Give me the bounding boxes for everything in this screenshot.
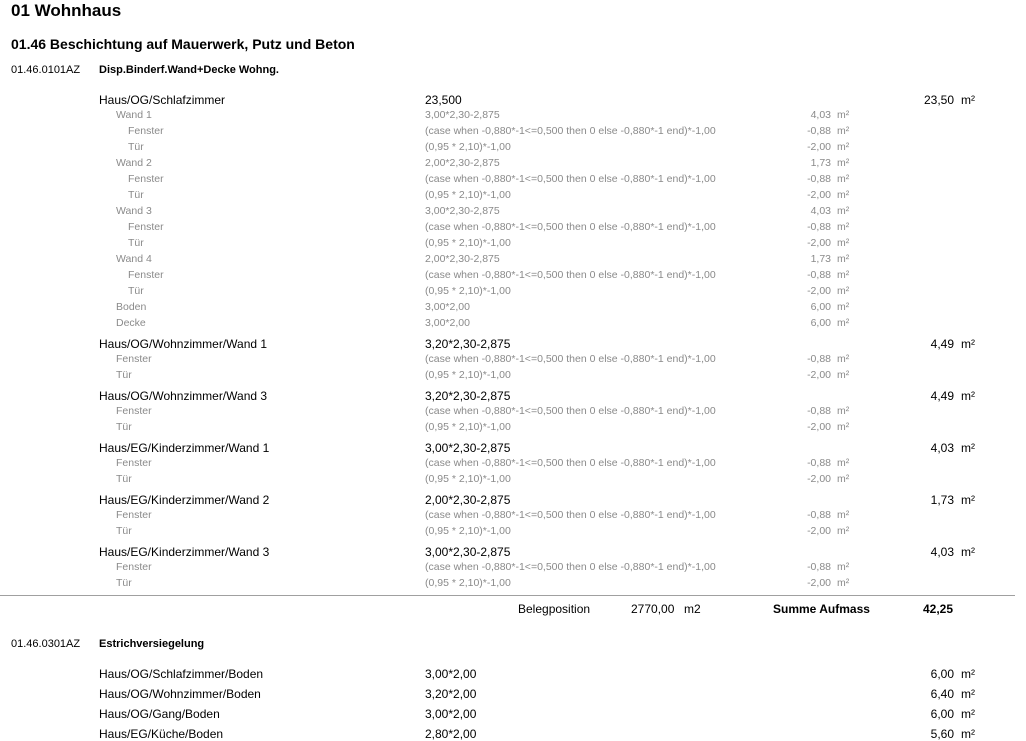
row-label: Tür <box>128 237 144 249</box>
row-result-unit: m² <box>837 141 850 153</box>
row-total: 6,00 <box>930 667 954 681</box>
summary-divider <box>0 595 1015 596</box>
measurement-subrow <box>0 523 1026 539</box>
row-result: -0,88 <box>807 221 831 233</box>
row-formula: (0,95 * 2,10)*-1,00 <box>425 237 511 249</box>
row-result-unit: m² <box>837 125 850 137</box>
row-result-unit: m² <box>837 353 850 365</box>
measurement-subrow <box>0 123 1026 139</box>
measurement-subrow <box>0 559 1026 575</box>
row-result: -0,88 <box>807 457 831 469</box>
beleg-value: 2770,00 <box>631 602 675 616</box>
measurement-subrow <box>0 315 1026 331</box>
row-label: Tür <box>116 577 132 589</box>
beleg-label: Belegposition <box>518 602 591 616</box>
measurement-subrow <box>0 267 1026 283</box>
row-total-unit: m² <box>961 687 975 701</box>
measurement-subrow <box>0 471 1026 487</box>
row-label: Tür <box>128 285 144 297</box>
row-total: 4,49 <box>930 389 954 403</box>
measurement-row <box>0 335 1026 351</box>
row-formula: (case when -0,880*-1<=0,500 then 0 else -0,880*-1 end)*-1,00 <box>425 509 716 521</box>
row-result-unit: m² <box>837 473 850 485</box>
row-result-unit: m² <box>837 285 850 297</box>
row-formula: (case when -0,880*-1<=0,500 then 0 else -0,880*-1 end)*-1,00 <box>425 561 716 573</box>
row-result: -2,00 <box>807 525 831 537</box>
row-label: Haus/OG/Schlafzimmer <box>99 93 226 107</box>
measurement-subrow <box>0 403 1026 419</box>
measurement-subrow <box>0 235 1026 251</box>
row-label: Wand 1 <box>116 109 152 121</box>
row-label: Wand 2 <box>116 157 152 169</box>
beleg-unit: m2 <box>684 602 701 616</box>
measurement-row <box>0 491 1026 507</box>
row-formula: (case when -0,880*-1<=0,500 then 0 else -0,880*-1 end)*-1,00 <box>425 125 716 137</box>
row-label: Fenster <box>128 173 164 185</box>
row-result: -0,88 <box>807 509 831 521</box>
measurement-subrow <box>0 351 1026 367</box>
row-total: 23,50 <box>923 93 954 107</box>
measurement-row <box>0 685 1026 701</box>
row-label: Fenster <box>128 269 164 281</box>
row-label: Fenster <box>116 457 152 469</box>
row-total-unit: m² <box>961 337 975 351</box>
row-result: -0,88 <box>807 405 831 417</box>
row-result-unit: m² <box>837 509 850 521</box>
row-formula: (0,95 * 2,10)*-1,00 <box>425 525 511 537</box>
row-formula: 3,00*2,00 <box>425 667 477 681</box>
row-result-unit: m² <box>837 269 850 281</box>
row-result: -0,88 <box>807 125 831 137</box>
row-result-unit: m² <box>837 317 850 329</box>
measurement-subrow <box>0 107 1026 123</box>
measurement-row <box>0 705 1026 721</box>
row-label: Tür <box>116 525 132 537</box>
position-number: 01.46.0301AZ <box>11 638 81 650</box>
row-label: Fenster <box>116 509 152 521</box>
row-total: 1,73 <box>930 493 954 507</box>
measurement-subrow <box>0 299 1026 315</box>
row-formula: 2,00*2,30-2,875 <box>425 493 511 507</box>
row-result-unit: m² <box>837 157 850 169</box>
row-result: -2,00 <box>807 421 831 433</box>
row-formula: (0,95 * 2,10)*-1,00 <box>425 473 511 485</box>
row-formula: (0,95 * 2,10)*-1,00 <box>425 189 511 201</box>
measurement-subrow <box>0 203 1026 219</box>
row-result: -2,00 <box>807 237 831 249</box>
measurement-subrow <box>0 455 1026 471</box>
position-title: Estrichversiegelung <box>99 638 205 650</box>
row-total-unit: m² <box>961 667 975 681</box>
row-result: 6,00 <box>810 317 831 329</box>
row-label: Decke <box>116 317 146 329</box>
measurement-row <box>0 439 1026 455</box>
section-subtitle: 01.46 Beschichtung auf Mauerwerk, Putz und Beton <box>11 36 355 52</box>
position-number: 01.46.0101AZ <box>11 64 81 76</box>
row-formula: 3,00*2,30-2,875 <box>425 109 500 121</box>
row-formula: 3,20*2,30-2,875 <box>425 389 511 403</box>
row-formula: (case when -0,880*-1<=0,500 then 0 else -0,880*-1 end)*-1,00 <box>425 457 716 469</box>
row-label: Haus/OG/Wohnzimmer/Wand 3 <box>99 389 268 403</box>
row-formula: 3,00*2,30-2,875 <box>425 441 511 455</box>
row-formula: (case when -0,880*-1<=0,500 then 0 else -0,880*-1 end)*-1,00 <box>425 353 716 365</box>
row-total: 5,60 <box>930 727 954 741</box>
position-title: Disp.Binderf.Wand+Decke Wohng. <box>99 64 279 76</box>
row-formula: (case when -0,880*-1<=0,500 then 0 else -0,880*-1 end)*-1,00 <box>425 405 716 417</box>
row-result-unit: m² <box>837 577 850 589</box>
row-formula: 3,00*2,30-2,875 <box>425 205 500 217</box>
row-formula: 3,20*2,30-2,875 <box>425 337 511 351</box>
row-formula: 23,500 <box>425 93 462 107</box>
row-result: -2,00 <box>807 369 831 381</box>
measurement-subrow <box>0 219 1026 235</box>
row-label: Haus/EG/Kinderzimmer/Wand 3 <box>99 545 270 559</box>
row-label: Fenster <box>128 221 164 233</box>
measurement-subrow <box>0 367 1026 383</box>
row-label: Tür <box>116 369 132 381</box>
measurement-subrow <box>0 575 1026 591</box>
row-total-unit: m² <box>961 727 975 741</box>
section-title: 01 Wohnhaus <box>11 1 122 20</box>
row-formula: (case when -0,880*-1<=0,500 then 0 else -0,880*-1 end)*-1,00 <box>425 269 716 281</box>
row-result: -0,88 <box>807 269 831 281</box>
row-label: Haus/OG/Wohnzimmer/Wand 1 <box>99 337 268 351</box>
row-result-unit: m² <box>837 205 850 217</box>
row-label: Fenster <box>116 561 152 573</box>
sum-label: Summe Aufmass <box>773 602 870 616</box>
row-label: Fenster <box>128 125 164 137</box>
row-label: Fenster <box>116 405 152 417</box>
row-label: Haus/OG/Wohnzimmer/Boden <box>99 687 261 701</box>
row-result: -2,00 <box>807 189 831 201</box>
row-result: -0,88 <box>807 561 831 573</box>
row-result-unit: m² <box>837 561 850 573</box>
row-formula: 3,00*2,00 <box>425 317 470 329</box>
row-total-unit: m² <box>961 93 975 107</box>
row-result-unit: m² <box>837 421 850 433</box>
measurement-subrow <box>0 251 1026 267</box>
row-label: Haus/EG/Küche/Boden <box>99 727 224 741</box>
row-total-unit: m² <box>961 493 975 507</box>
measurement-subrow <box>0 139 1026 155</box>
row-label: Fenster <box>116 353 152 365</box>
row-result: -2,00 <box>807 473 831 485</box>
row-formula: (0,95 * 2,10)*-1,00 <box>425 285 511 297</box>
measurement-row <box>0 91 1026 107</box>
row-result-unit: m² <box>837 457 850 469</box>
row-result: 1,73 <box>810 253 831 265</box>
row-formula: (case when -0,880*-1<=0,500 then 0 else -0,880*-1 end)*-1,00 <box>425 173 716 185</box>
row-result-unit: m² <box>837 237 850 249</box>
row-label: Tür <box>116 421 132 433</box>
row-result-unit: m² <box>837 173 850 185</box>
row-total: 6,00 <box>930 707 954 721</box>
row-result-unit: m² <box>837 405 850 417</box>
row-total: 6,40 <box>930 687 954 701</box>
row-result-unit: m² <box>837 525 850 537</box>
measurement-row <box>0 665 1026 681</box>
measurement-row <box>0 387 1026 403</box>
row-total-unit: m² <box>961 707 975 721</box>
row-result: 4,03 <box>810 205 831 217</box>
row-formula: 2,80*2,00 <box>425 727 477 741</box>
row-formula: (0,95 * 2,10)*-1,00 <box>425 577 511 589</box>
row-result: 4,03 <box>810 109 831 121</box>
row-total: 4,49 <box>930 337 954 351</box>
row-label: Wand 3 <box>116 205 152 217</box>
row-formula: 3,00*2,00 <box>425 301 470 313</box>
sum-value: 42,25 <box>923 602 954 616</box>
row-result: -0,88 <box>807 353 831 365</box>
row-formula: 3,00*2,30-2,875 <box>425 545 511 559</box>
row-result-unit: m² <box>837 253 850 265</box>
measurement-subrow <box>0 283 1026 299</box>
row-result: -2,00 <box>807 577 831 589</box>
row-result-unit: m² <box>837 189 850 201</box>
row-result: 6,00 <box>810 301 831 313</box>
row-result-unit: m² <box>837 221 850 233</box>
row-formula: (case when -0,880*-1<=0,500 then 0 else -0,880*-1 end)*-1,00 <box>425 221 716 233</box>
row-result: -0,88 <box>807 173 831 185</box>
row-formula: 2,00*2,30-2,875 <box>425 157 500 169</box>
measurement-subrow <box>0 155 1026 171</box>
row-result: -2,00 <box>807 285 831 297</box>
measurement-subrow <box>0 187 1026 203</box>
row-label: Tür <box>128 189 144 201</box>
row-formula: 3,20*2,00 <box>425 687 477 701</box>
row-formula: 3,00*2,00 <box>425 707 477 721</box>
measurement-row <box>0 725 1026 741</box>
row-formula: (0,95 * 2,10)*-1,00 <box>425 369 511 381</box>
row-total-unit: m² <box>961 441 975 455</box>
row-label: Tür <box>128 141 144 153</box>
row-result-unit: m² <box>837 301 850 313</box>
measurement-subrow <box>0 419 1026 435</box>
row-label: Haus/EG/Kinderzimmer/Wand 1 <box>99 441 270 455</box>
measurement-subrow <box>0 171 1026 187</box>
row-result-unit: m² <box>837 369 850 381</box>
row-result: -2,00 <box>807 141 831 153</box>
row-total-unit: m² <box>961 389 975 403</box>
row-formula: 2,00*2,30-2,875 <box>425 253 500 265</box>
row-label: Boden <box>116 301 147 313</box>
row-formula: (0,95 * 2,10)*-1,00 <box>425 421 511 433</box>
row-label: Haus/OG/Schlafzimmer/Boden <box>99 667 264 681</box>
row-formula: (0,95 * 2,10)*-1,00 <box>425 141 511 153</box>
row-total-unit: m² <box>961 545 975 559</box>
row-label: Wand 4 <box>116 253 152 265</box>
row-result-unit: m² <box>837 109 850 121</box>
row-label: Tür <box>116 473 132 485</box>
measurement-row <box>0 543 1026 559</box>
row-label: Haus/OG/Gang/Boden <box>99 707 220 721</box>
row-label: Haus/EG/Kinderzimmer/Wand 2 <box>99 493 270 507</box>
row-total: 4,03 <box>930 441 954 455</box>
measurement-subrow <box>0 507 1026 523</box>
row-total: 4,03 <box>930 545 954 559</box>
row-result: 1,73 <box>810 157 831 169</box>
